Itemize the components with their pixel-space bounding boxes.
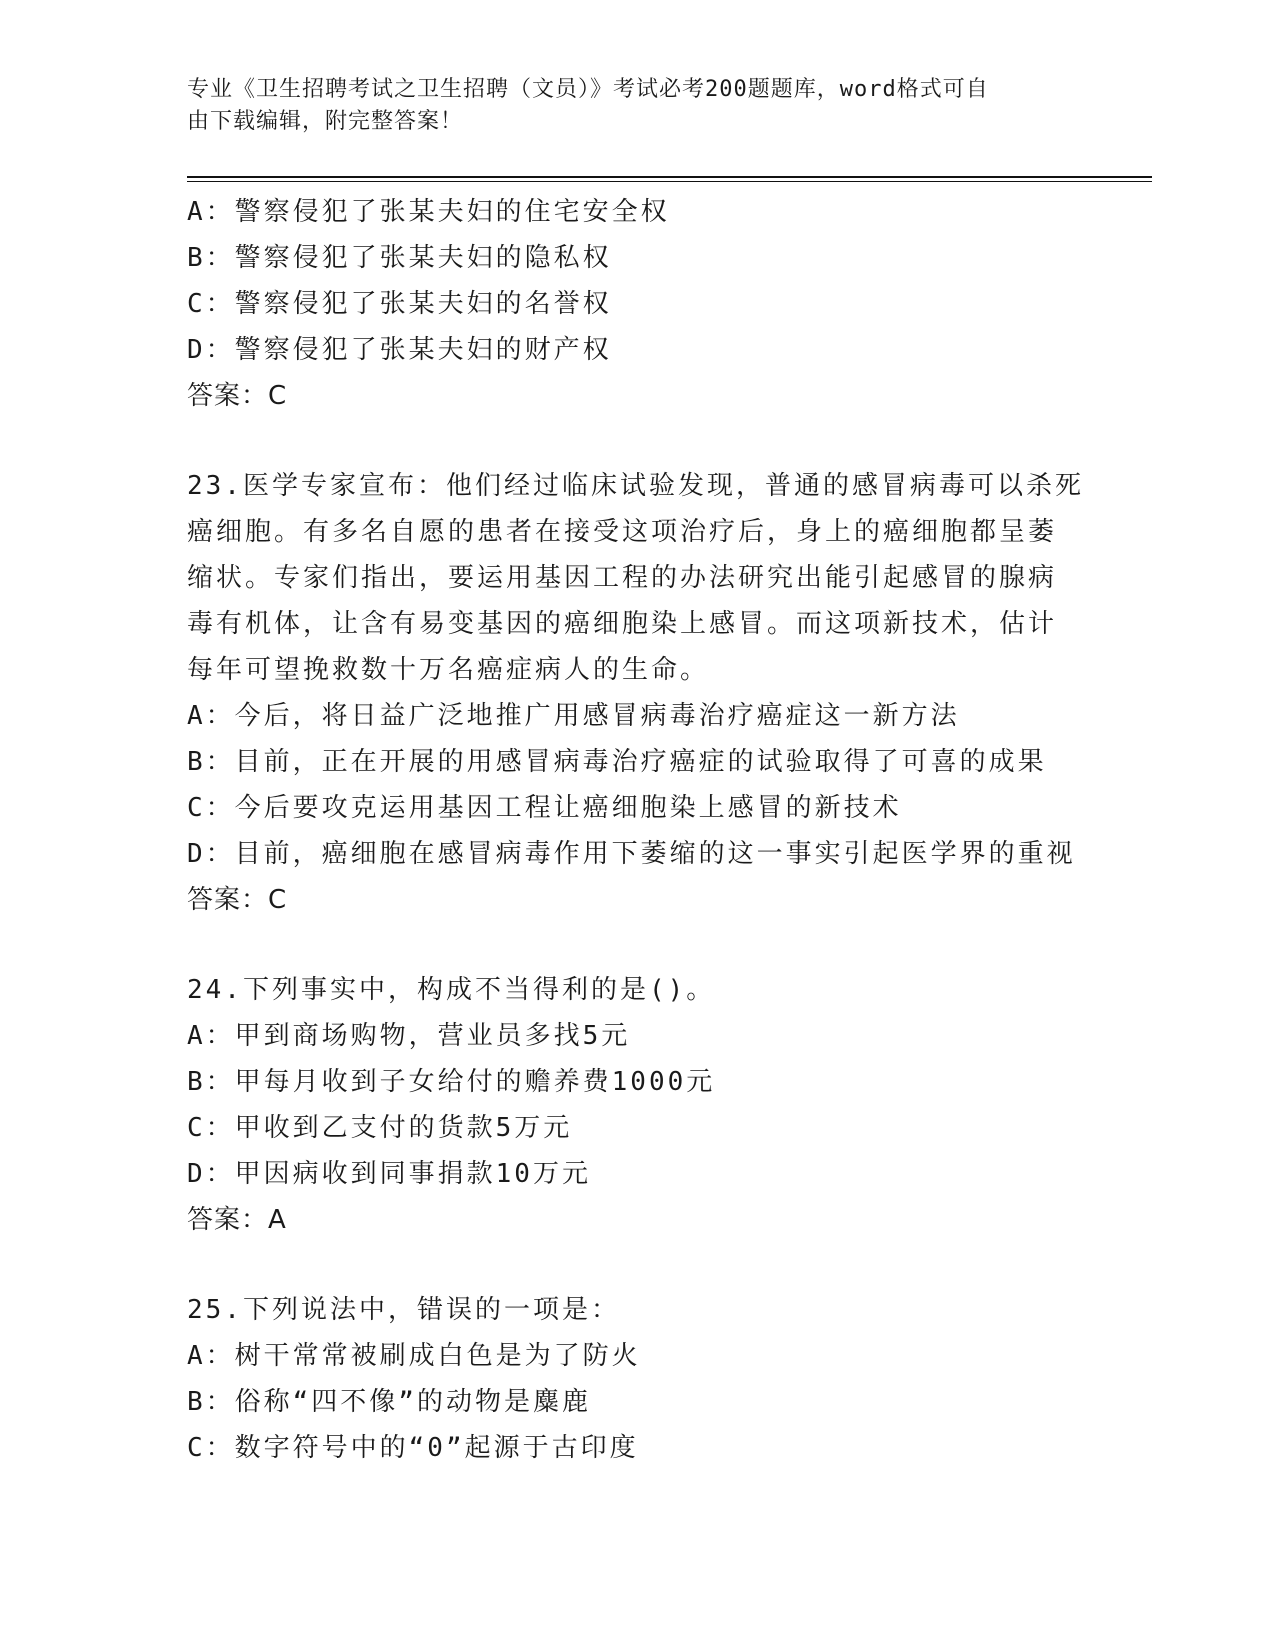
option-c: C：甲收到乙支付的货款5万元 xyxy=(187,1113,573,1143)
option-d: D：目前，癌细胞在感冒病毒作用下萎缩的这一事实引起医学界的重视 xyxy=(187,839,1076,869)
header-line-2: 由下载编辑，附完整答案！ xyxy=(187,109,464,134)
answer: 答案：C xyxy=(187,381,288,411)
header-divider-thin xyxy=(187,181,1152,182)
question-stem: 25.下列说法中，错误的一项是： xyxy=(187,1295,620,1325)
question-stem-line: 23.医学专家宣布：他们经过临床试验发现，普通的感冒病毒可以杀死 xyxy=(187,471,1084,501)
option-a: A：今后，将日益广泛地推广用感冒病毒治疗癌症这一新方法 xyxy=(187,701,960,731)
question-25 xyxy=(187,1287,1087,1471)
question-24 xyxy=(187,967,1087,1243)
question-23 xyxy=(187,463,1087,923)
question-stem-line: 每年可望挽救数十万名癌症病人的生命。 xyxy=(187,655,710,685)
option-c: C：数字符号中的“0”起源于古印度 xyxy=(187,1433,639,1463)
question-22 xyxy=(187,189,1087,419)
question-stem-line: 缩状。专家们指出，要运用基因工程的办法研究出能引起感冒的腺病 xyxy=(187,563,1058,593)
question-list xyxy=(187,189,1087,1471)
question-stem: 24.下列事实中，构成不当得利的是()。 xyxy=(187,975,716,1005)
option-c: C：今后要攻克运用基因工程让癌细胞染上感冒的新技术 xyxy=(187,793,902,823)
document-header xyxy=(187,74,1067,138)
option-d: D：甲因病收到同事捐款10万元 xyxy=(187,1159,591,1189)
spacer xyxy=(187,1243,1087,1287)
option-a: A：甲到商场购物，营业员多找5元 xyxy=(187,1021,631,1051)
option-a: A：树干常常被刷成白色是为了防火 xyxy=(187,1341,641,1371)
spacer xyxy=(187,419,1087,463)
option-b: B：甲每月收到子女给付的赡养费1000元 xyxy=(187,1067,716,1097)
option-a: A：警察侵犯了张某夫妇的住宅安全权 xyxy=(187,197,670,227)
option-d: D：警察侵犯了张某夫妇的财产权 xyxy=(187,335,612,365)
question-stem-line: 癌细胞。有多名自愿的患者在接受这项治疗后，身上的癌细胞都呈萎 xyxy=(187,517,1058,547)
option-b: B：目前，正在开展的用感冒病毒治疗癌症的试验取得了可喜的成果 xyxy=(187,747,1047,777)
answer: 答案：C xyxy=(187,885,288,915)
question-stem-line: 毒有机体，让含有易变基因的癌细胞染上感冒。而这项新技术，估计 xyxy=(187,609,1058,639)
header-divider-thick xyxy=(187,176,1152,178)
answer: 答案：A xyxy=(187,1205,287,1235)
spacer xyxy=(187,923,1087,967)
option-b: B：俗称“四不像”的动物是麋鹿 xyxy=(187,1387,591,1417)
option-b: B：警察侵犯了张某夫妇的隐私权 xyxy=(187,243,612,273)
option-c: C：警察侵犯了张某夫妇的名誉权 xyxy=(187,289,612,319)
header-line-1: 专业《卫生招聘考试之卫生招聘（文员）》考试必考200题题库，word格式可自 xyxy=(187,77,989,102)
